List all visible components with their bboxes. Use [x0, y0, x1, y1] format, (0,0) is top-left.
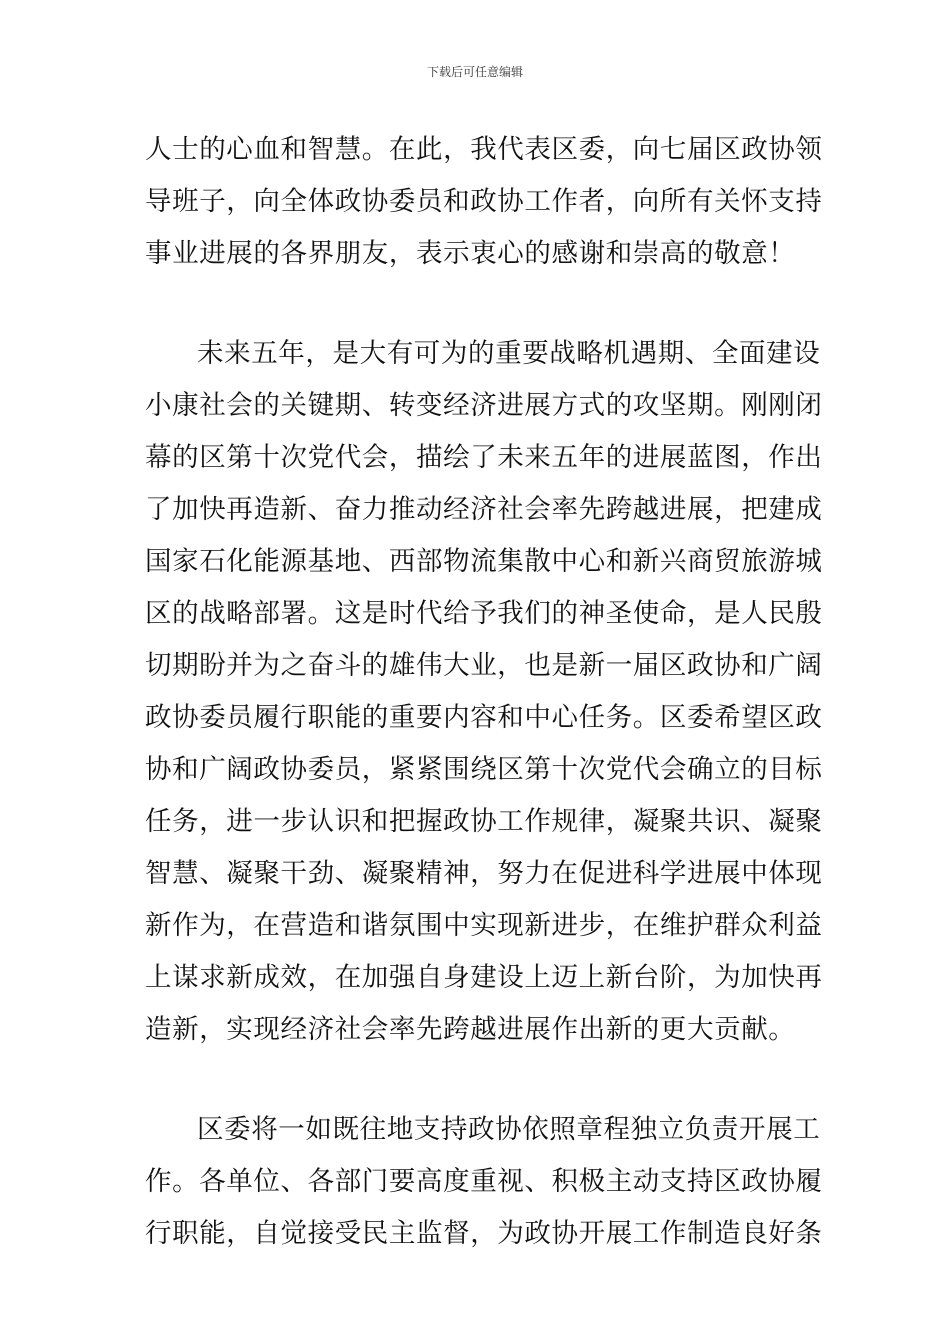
text-line: 切期盼并为之奋斗的雄伟大业，也是新一届区政协和广阔	[145, 650, 823, 681]
document-body	[145, 124, 823, 1260]
paragraph-3	[145, 1104, 823, 1260]
text-line: 造新，实现经济社会率先跨越进展作出新的更大贡献。	[145, 1014, 796, 1045]
text-line: 区的战略部署。这是时代给予我们的神圣使命，是人民殷	[145, 598, 823, 629]
text-line: 协和广阔政协委员，紧紧围绕区第十次党代会确立的目标	[145, 754, 823, 785]
text-line: 幕的区第十次党代会，描绘了未来五年的进展蓝图，作出	[145, 442, 823, 473]
paragraph-2	[145, 328, 823, 1056]
text-line: 了加快再造新、奋力推动经济社会率先跨越进展，把建成	[145, 494, 823, 525]
text-line: 国家石化能源基地、西部物流集散中心和新兴商贸旅游城	[145, 546, 823, 577]
text-line: 人士的心血和智慧。在此，我代表区委，向七届区政协领	[145, 134, 823, 165]
page-header: 下载后可任意编辑	[426, 65, 523, 79]
text-line: 智慧、凝聚干劲、凝聚精神，努力在促进科学进展中体现	[145, 858, 823, 889]
text-line: 任务，进一步认识和把握政协工作规律，凝聚共识、凝聚	[145, 806, 823, 837]
text-line: 行职能，自觉接受民主监督，为政协开展工作制造良好条	[145, 1218, 823, 1249]
text-line: 小康社会的关键期、转变经济进展方式的攻坚期。刚刚闭	[145, 390, 823, 421]
text-line: 事业进展的各界朋友，表示衷心的感谢和崇高的敬意！	[145, 238, 796, 269]
text-line: 新作为，在营造和谐氛围中实现新进步，在维护群众利益	[145, 910, 823, 941]
paragraph-gap	[145, 1056, 815, 1104]
text-line: 区委将一如既往地支持政协依照章程独立负责开展工	[197, 1114, 821, 1145]
text-line: 政协委员履行职能的重要内容和中心任务。区委希望区政	[145, 702, 823, 733]
text-line: 上谋求新成效，在加强自身建设上迈上新台阶，为加快再	[145, 962, 823, 993]
text-line: 导班子，向全体政协委员和政协工作者，向所有关怀支持	[145, 186, 823, 217]
paragraph-1	[145, 124, 823, 280]
text-line: 未来五年，是大有可为的重要战略机遇期、全面建设	[197, 338, 821, 369]
text-line: 作。各单位、各部门要高度重视、积极主动支持区政协履	[145, 1166, 823, 1197]
paragraph-gap	[145, 280, 815, 328]
